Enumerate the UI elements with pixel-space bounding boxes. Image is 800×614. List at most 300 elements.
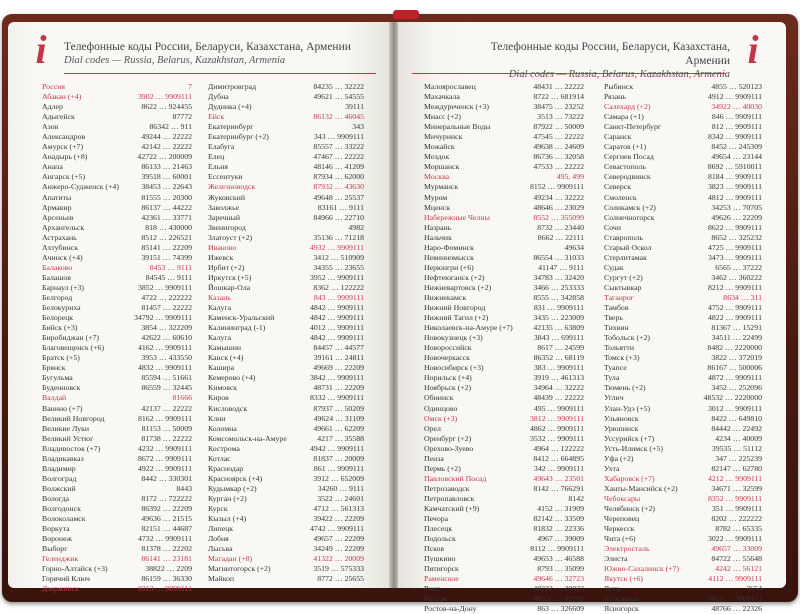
dial-code-entry [208, 554, 364, 564]
city-name: Елабуга [208, 142, 235, 152]
city-name: Одинцово [424, 403, 458, 413]
city-name: Воронеж [42, 534, 72, 544]
dial-code: 8555 … 342858 [533, 292, 584, 302]
dial-code: 3902 … 9909111 [138, 92, 192, 102]
dial-code-entry [424, 353, 584, 363]
city-name: Моздок [424, 152, 450, 162]
right-page-header [444, 40, 730, 82]
city-name: Ачинск (+4) [42, 252, 83, 262]
dial-code: 34671 … 32599 [711, 483, 762, 493]
dial-code-entry [424, 193, 584, 203]
dial-code: 34260 … 9111 [317, 483, 364, 493]
dial-code-entry [424, 313, 584, 323]
dial-code: 8672 … 9909111 [138, 453, 192, 463]
dial-code: 4842 … 9909111 [310, 333, 364, 343]
dial-code-entry [604, 233, 762, 243]
city-name: Комсомольск-на-Амуре [208, 433, 287, 443]
city-name: Тюмень (+2) [604, 383, 646, 393]
dial-code: 8552 … 355099 [533, 212, 584, 222]
city-name: Ижевск [208, 252, 234, 262]
city-name: Ухта [604, 463, 620, 473]
city-name: Ржев [424, 584, 441, 594]
city-name: Анапа [42, 162, 63, 172]
city-name: Белгород [42, 292, 73, 302]
city-name: Солнечногорск [604, 212, 655, 222]
dial-code: 34249 … 22209 [313, 544, 364, 554]
city-name: Новочеркасск [424, 353, 470, 363]
dial-code-entry [42, 313, 192, 323]
dial-code: 383 … 9909111 [533, 363, 584, 373]
dial-code: 49654 … 23144 [711, 152, 762, 162]
dial-code: 3812 … 9909111 [530, 413, 584, 423]
city-name: Санкт-Петербург [604, 122, 662, 132]
dial-code: 4842 … 9909111 [310, 303, 364, 313]
dial-code-entry [42, 172, 192, 182]
dial-code: 42361 … 33771 [141, 212, 192, 222]
dial-code: 3952 … 9909111 [310, 272, 364, 282]
dial-code: 8442 … 330301 [141, 473, 192, 483]
dial-code: 35136 … 71218 [313, 232, 364, 242]
dial-code-entry [604, 293, 762, 303]
dial-code-entry [42, 414, 192, 424]
city-name: Сургут (+2) [604, 272, 643, 282]
dial-code: 343 [352, 122, 364, 132]
city-name: Саранск [604, 132, 632, 142]
dial-code-entry [424, 243, 584, 253]
dial-code-entry [42, 584, 192, 594]
city-name: Орехово-Зуево [424, 443, 474, 453]
city-name: Нижневартовск (+2) [424, 282, 492, 292]
city-name: Камчатский (+9) [424, 503, 480, 513]
city-name: Заволжье [208, 202, 240, 212]
dial-code: 8202 … 222222 [711, 514, 762, 524]
city-name: Азов [42, 122, 59, 132]
dial-code-entry [42, 424, 192, 434]
dial-code: 41147 … 9111 [538, 262, 584, 272]
city-name: Москва [424, 172, 450, 182]
city-name: Ессентуки [208, 172, 243, 182]
dial-code-entry [424, 233, 584, 243]
dial-code-entry [604, 323, 762, 333]
dial-code-entry [424, 253, 584, 263]
dial-code: 3435 … 223009 [533, 313, 584, 323]
city-name: Сергиев Посад [604, 152, 654, 162]
city-name: Южно-Сахалинск (+7) [604, 564, 680, 574]
dial-code-entry [42, 162, 192, 172]
dial-code: 49636 … 21515 [141, 514, 192, 524]
city-name: Благовещенск (+6) [42, 343, 105, 353]
city-name: Сочи [604, 222, 621, 232]
dial-code-entry [424, 424, 584, 434]
dial-code-entry [604, 373, 762, 383]
city-name: Волжский [42, 483, 76, 493]
dial-code-entry [424, 323, 584, 333]
city-name: Котлас [208, 453, 231, 463]
dial-code: 3854 … 322209 [141, 323, 192, 333]
dial-code: 8617 … 24599 [537, 343, 584, 353]
city-name: Клин [208, 413, 226, 423]
dial-code: 81837 … 20009 [313, 453, 364, 463]
dial-code: 41322 … 20009 [313, 554, 364, 564]
dial-code: 49638 … 24609 [533, 142, 584, 152]
dial-code: 8512 … 226521 [141, 232, 192, 242]
dial-code-entry [424, 203, 584, 213]
dial-code-entry [42, 444, 192, 454]
dial-code-entry [604, 223, 762, 233]
dial-code: 82151 … 44687 [141, 524, 192, 534]
dial-code-entry [208, 233, 364, 243]
dial-code: 86159 … 36330 [141, 574, 192, 584]
city-name: Белокуриха [42, 303, 81, 313]
dial-code-entry [424, 373, 584, 383]
dial-code: 87932 … 43630 [313, 182, 364, 192]
dial-code: 8652 … 325232 [711, 232, 762, 242]
city-name: Оренбург (+2) [424, 433, 472, 443]
city-name: Углич [604, 393, 624, 403]
dial-code-entry [42, 474, 192, 484]
dial-code: 818 … 430000 [145, 222, 192, 232]
dial-code-entry [208, 263, 364, 273]
dial-code-entry [42, 293, 192, 303]
dial-code: 4152 … 31909 [537, 503, 584, 513]
dial-code: 4217 … 35588 [317, 433, 364, 443]
dial-code: 87922 … 50009 [533, 122, 584, 132]
dial-code-entry [42, 193, 192, 203]
city-name: Дудинка (+4) [208, 102, 252, 112]
dial-code-entry [424, 554, 584, 564]
city-name: Нижний Тагил (+2) [424, 313, 489, 323]
dial-code: 3843 … 699111 [533, 333, 584, 343]
dial-code-entry [604, 534, 762, 544]
dial-code: 3513 … 73222 [537, 112, 584, 122]
dial-code-entry [424, 122, 584, 132]
dial-code-entry [208, 313, 364, 323]
dial-code-entry [424, 132, 584, 142]
dial-code-entry [42, 253, 192, 263]
city-name: Пенза [424, 453, 444, 463]
dial-code-entry [424, 504, 584, 514]
right-column-2 [604, 82, 762, 614]
dial-code: 4712 … 561313 [313, 503, 364, 513]
city-name: Армавир [42, 202, 72, 212]
dial-code: 86141 … 23181 [141, 554, 192, 564]
dial-code-entry [424, 263, 584, 273]
dial-code: 48536 … 30709 [533, 594, 584, 604]
city-name: Ейск [208, 112, 225, 122]
dial-code: 48532 … 2220000 [703, 393, 762, 403]
city-name: Великий Новгород [42, 413, 105, 423]
city-name: Ставрополь [604, 232, 643, 242]
dial-code: 4852 … 9909111 [708, 594, 762, 604]
city-name: Магнитогорск (+2) [208, 564, 271, 574]
left-page [8, 22, 390, 594]
dial-code: 85557 … 33222 [313, 142, 364, 152]
bookmark-ribbon [393, 10, 419, 19]
dial-code: 4732 … 9909111 [138, 534, 192, 544]
dial-code-entry [424, 162, 584, 172]
city-name: Мценск [424, 202, 450, 212]
dial-code-entry [604, 193, 762, 203]
city-name: Камышин [208, 343, 242, 353]
info-logo-icon: i [35, 27, 47, 72]
city-name: Салехард (+2) [604, 102, 651, 112]
dial-code-entry [424, 92, 584, 102]
dial-code-entry [208, 182, 364, 192]
city-name: Ростов [424, 594, 447, 604]
dial-code-entry [604, 132, 762, 142]
city-name: Ванино (+7) [42, 403, 83, 413]
dial-code: 84966 … 22710 [313, 212, 364, 222]
dial-code: 4162 … 9909111 [138, 343, 192, 353]
dial-code-entry [208, 213, 364, 223]
dial-code-entry [208, 223, 364, 233]
city-name: Плесецк [424, 524, 453, 534]
dial-code: 49653 … 46588 [533, 554, 584, 564]
city-name: Николаевск-на-Амуре (+7) [424, 323, 513, 333]
dial-code-entry [424, 464, 584, 474]
city-name: Тольятти [604, 343, 634, 353]
dial-code: 3473 … 9909111 [708, 252, 762, 262]
right-page-title: Телефонные коды России, Беларуси, Казахстана, Армении [490, 41, 730, 67]
dial-code: 86559 … 32445 [141, 383, 192, 393]
dial-code: 49648 … 25537 [313, 192, 364, 202]
dial-code-entry [208, 373, 364, 383]
dial-code: 8142 [568, 493, 584, 503]
dial-code-entry [604, 393, 762, 403]
dial-code-entry [208, 122, 364, 132]
dial-code-entry [424, 444, 584, 454]
city-name: Урюпинск [604, 423, 639, 433]
city-name: Чебоксары [604, 493, 641, 503]
dial-code-entry [424, 273, 584, 283]
dial-code-entry [604, 514, 762, 524]
header-rule [64, 73, 376, 74]
left-page-title: Телефонные коды России, Беларуси, Казахстана, Армении [64, 41, 351, 53]
dial-code-entry [42, 333, 192, 343]
dial-code: 4242 … 56121 [715, 564, 762, 574]
city-name: Норильск (+4) [424, 373, 472, 383]
city-name: Минеральные Воды [424, 122, 491, 132]
city-name: Кострома [208, 443, 240, 453]
dial-code: 3022 … 9909111 [708, 534, 762, 544]
dial-code-entry [604, 172, 762, 182]
city-name: Ирбит (+2) [208, 262, 245, 272]
dial-code-entry [42, 323, 192, 333]
dial-code-entry [424, 152, 584, 162]
dial-code: 85141 … 22209 [141, 242, 192, 252]
dial-code-entry [604, 524, 762, 534]
dial-code: 8452 … 245309 [711, 142, 762, 152]
dial-code-entry [424, 544, 584, 554]
dial-code-entry [424, 484, 584, 494]
dial-code: 48431 … 22222 [533, 82, 584, 91]
dial-code: 8362 … 122222 [313, 282, 364, 292]
dial-code: 48731 … 22209 [313, 383, 364, 393]
dial-code-entry [424, 534, 584, 544]
city-name: Валдай [42, 393, 67, 403]
dial-code: 39111 [345, 102, 364, 112]
city-name: Геленджик [42, 554, 79, 564]
city-name: Севастополь [604, 162, 646, 172]
city-name: Нижний Новгород [424, 303, 486, 313]
dial-code: 39151 … 74399 [141, 252, 192, 262]
dial-code: 83161 … 9111 [317, 202, 364, 212]
dial-code: 8352 … 9909111 [708, 493, 762, 503]
dial-code-entry [604, 92, 762, 102]
city-name: Ельня [208, 162, 228, 172]
city-name: Коломна [208, 423, 237, 433]
dial-code-entry [208, 544, 364, 554]
dial-code-entry [42, 92, 192, 102]
dial-code-entry [208, 474, 364, 484]
dial-code: 49244 … 22222 [141, 132, 192, 142]
city-name: Липецк [208, 524, 234, 534]
city-name: Саратов (+1) [604, 142, 647, 152]
dial-code: 84457 … 44577 [313, 343, 364, 353]
dial-code-entry [208, 424, 364, 434]
city-name: Старый Оскол [604, 242, 652, 252]
city-name: Тверь [604, 313, 623, 323]
dial-code: 4212 … 9909111 [708, 473, 762, 483]
dial-code-entry [42, 514, 192, 524]
city-name: Казань [208, 292, 231, 302]
city-name: Каширa [208, 363, 235, 373]
dial-code: 8313 … 9099111 [138, 584, 192, 594]
city-name: Ясногорск [604, 604, 639, 614]
city-name: Волоколамск [42, 514, 86, 524]
city-name: Ульяновск [604, 413, 639, 423]
city-name: Волгоград [42, 473, 77, 483]
city-name: Йошкар-Ола [208, 282, 251, 292]
dial-code: 347 … 225239 [715, 453, 762, 463]
dial-code-entry [42, 273, 192, 283]
dial-code-entry [604, 504, 762, 514]
dial-code-entry [208, 383, 364, 393]
dial-code-entry [42, 564, 192, 574]
dial-code-entry [424, 514, 584, 524]
city-name: Братск (+5) [42, 353, 80, 363]
dial-code-entry [424, 293, 584, 303]
dial-code-entry [604, 574, 762, 584]
city-name: Ангарск (+5) [42, 172, 86, 182]
city-name: Александров [42, 132, 86, 142]
dial-code: 4234 … 40009 [715, 433, 762, 443]
dial-code: 4932 … 9909111 [310, 242, 364, 252]
dial-code-entry [604, 544, 762, 554]
dial-code: 42622 … 60610 [141, 333, 192, 343]
dial-code: 8212 … 9909111 [708, 282, 762, 292]
dial-code-entry [42, 363, 192, 373]
city-name: Заречный [208, 212, 241, 222]
dial-code: 4752 … 9909111 [708, 303, 762, 313]
city-name: Ахтубинск [42, 242, 78, 252]
dial-code-entry [604, 464, 762, 474]
dial-code: 39422 … 22209 [313, 514, 364, 524]
dial-code-entry [604, 564, 762, 574]
city-name: Павловский Посад [424, 473, 487, 483]
dial-code-entry [208, 534, 364, 544]
dial-code-entry [42, 373, 192, 383]
dial-code: 8622 … 9909111 [708, 222, 762, 232]
city-name: Кызыл (+4) [208, 514, 247, 524]
dial-code-entry [208, 293, 364, 303]
dial-code: 846 … 9909111 [711, 112, 762, 122]
city-name: Псков [424, 544, 445, 554]
dial-code-entry [42, 152, 192, 162]
dial-code: 86736 … 32058 [533, 152, 584, 162]
dial-code: 86132 … 46045 [313, 112, 364, 122]
city-name: Пермь (+2) [424, 463, 461, 473]
city-name: Калуга [208, 333, 232, 343]
dial-code: 49646 … 32723 [533, 574, 584, 584]
dial-code: 8782 … 65335 [715, 524, 762, 534]
dial-code: 81666 [172, 393, 192, 403]
city-name: Наро-Фоминск [424, 242, 474, 252]
dial-code-entry [604, 333, 762, 343]
dial-code: 3953 … 433550 [141, 353, 192, 363]
dial-code-entry [42, 454, 192, 464]
dial-code: 495, 499 [556, 172, 584, 182]
dial-code-entry [424, 393, 584, 403]
dial-code-entry [604, 283, 762, 293]
city-name: Екатеринбург [208, 122, 254, 132]
dial-code-entry [208, 343, 364, 353]
dial-code-entry [42, 383, 192, 393]
dial-code-entry [424, 383, 584, 393]
city-name: Нефтеюганск (+2) [424, 272, 485, 282]
dial-code-entry [208, 504, 364, 514]
dial-code-entry [604, 82, 762, 92]
dial-code: 812 … 9909111 [711, 122, 762, 132]
city-name: Новосибирск (+3) [424, 363, 484, 373]
city-name: Звенигород [208, 222, 246, 232]
dial-code: 81378 … 22202 [141, 544, 192, 554]
city-name: Елец [208, 152, 225, 162]
dial-code-entry [604, 122, 762, 132]
dial-code: 3466 … 253333 [533, 282, 584, 292]
dial-code: 38453 … 22643 [141, 182, 192, 192]
dial-code: 81832 … 22336 [533, 524, 584, 534]
city-name: Арсеньев [42, 212, 74, 222]
city-name: Мурманск [424, 182, 459, 192]
right-column-1 [424, 82, 584, 614]
dial-code: 343 … 9909111 [313, 132, 364, 142]
city-name: Соликамск (+2) [604, 202, 656, 212]
dial-code-entry [208, 524, 364, 534]
dial-code-entry [604, 142, 762, 152]
dial-code-entry [604, 273, 762, 283]
dial-code: 49626 … 22209 [711, 212, 762, 222]
dial-code-entry [208, 243, 364, 253]
dial-code-entry [42, 343, 192, 353]
dial-code-entry [604, 404, 762, 414]
dial-code-entry [424, 564, 584, 574]
dial-code-entry [42, 132, 192, 142]
dial-code: 39161 … 24811 [313, 353, 364, 363]
dial-code-entry [42, 574, 192, 584]
city-name: Красноярск (+4) [208, 473, 263, 483]
dial-code: 86137 … 44222 [141, 202, 192, 212]
dial-code-entry [208, 283, 364, 293]
dial-code-entry [604, 182, 762, 192]
city-name: Ноябрьск (+2) [424, 383, 472, 393]
dial-code-entry [42, 484, 192, 494]
dial-code-entry [208, 464, 364, 474]
city-name: Уфа (+2) [604, 453, 634, 463]
dial-code-entry [208, 484, 364, 494]
city-name: Анадырь (+8) [42, 152, 88, 162]
dial-code-entry [604, 152, 762, 162]
